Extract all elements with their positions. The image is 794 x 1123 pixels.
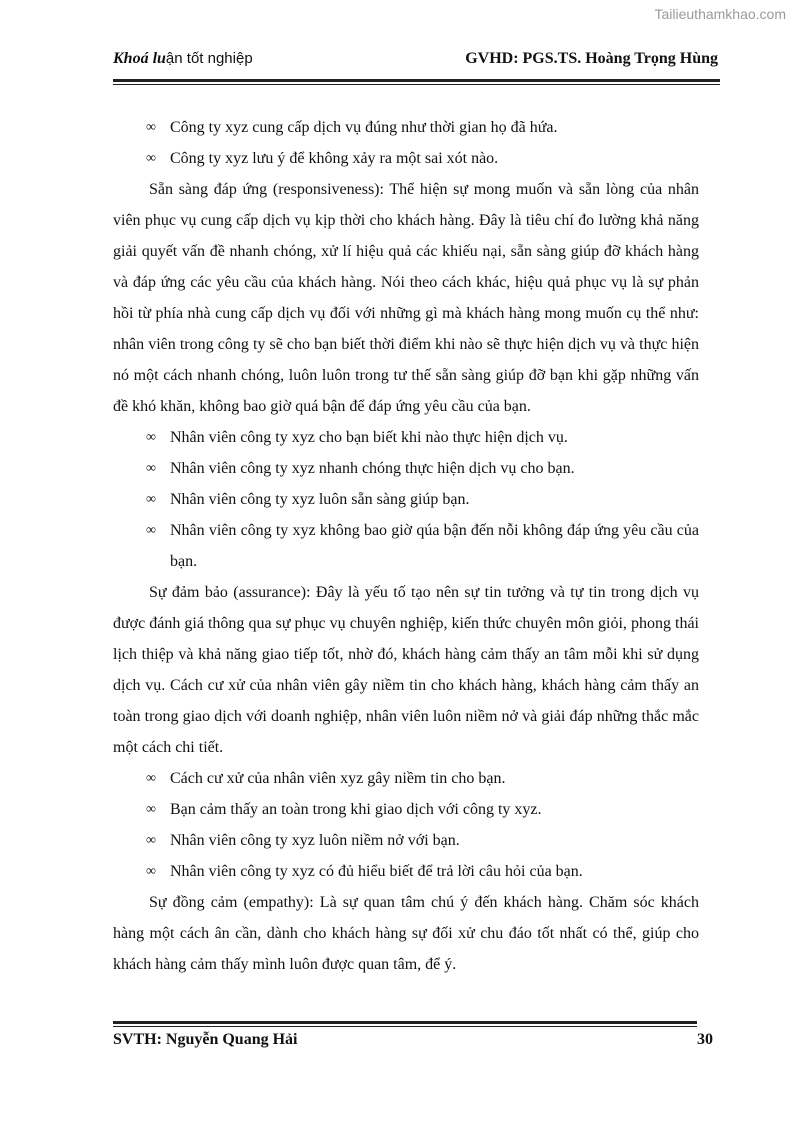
bullet-item <box>113 763 699 794</box>
bullet-text: Công ty xyz lưu ý để không xảy ra một sai xót nào. <box>170 150 499 167</box>
bullet-text: Công ty xyz cung cấp dịch vụ đúng như thời gian họ đã hứa. <box>170 119 558 136</box>
infinity-bullet-icon: ∞ <box>146 802 156 817</box>
infinity-bullet-icon: ∞ <box>146 151 156 166</box>
bullet-item <box>113 794 699 825</box>
footer-rule-thick <box>113 1021 697 1024</box>
bullet-text: Bạn cảm thấy an toàn trong khi giao dịch với công ty xyz. <box>170 801 542 818</box>
paragraph-empathy: Sự đồng cảm (empathy): Là sự quan tâm chú ý đến khách hàng. Chăm sóc khách hàng một cách ân cần, dành cho khách hàng sự đối xử chu đáo tốt nhất có thể, giúp cho khách hàng cảm thấy mình luôn được quan tâm, để ý. <box>113 894 699 973</box>
header-supervisor: GVHD: PGS.TS. Hoàng Trọng Hùng <box>465 50 718 67</box>
infinity-bullet-icon: ∞ <box>146 864 156 879</box>
bullet-item <box>113 112 699 143</box>
paragraph-assurance: Sự đảm bảo (assurance): Đây là yếu tố tạo nên sự tin tưởng và tự tin trong dịch vụ được đánh giá thông qua sự phục vụ chuyên nghiệp, kiến thức chuyên môn giỏi, phong thái lịch thiệp và khả năng giao tiếp tốt, nhờ đó, khách hàng cảm thấy an tâm mỗi khi sử dụng dịch vụ. Cách cư xử của nhân viên gây niềm tin cho khách hàng, khách hàng cảm thấy an toàn trong giao dịch với doanh nghiệp, nhân viên luôn niềm nở và giải đáp những thắc mắc một cách chi tiết. <box>113 584 699 756</box>
header-thesis-title <box>113 50 253 68</box>
header-rule-thick <box>113 79 720 82</box>
infinity-bullet-icon: ∞ <box>146 771 156 786</box>
bullet-text: Nhân viên công ty xyz không bao giờ qúa bận đến nỗi không đáp ứng yêu cầu của bạn. <box>170 522 699 570</box>
infinity-bullet-icon: ∞ <box>146 461 156 476</box>
watermark: Tailieuthamkhao.com <box>654 6 786 22</box>
bullet-text: Nhân viên công ty xyz nhanh chóng thực hiện dịch vụ cho bạn. <box>170 460 575 477</box>
bullet-item <box>113 515 699 577</box>
infinity-bullet-icon: ∞ <box>146 833 156 848</box>
header-thesis-title-italic: Khoá lu <box>113 50 166 67</box>
paragraph-responsiveness: Sẵn sàng đáp ứng (responsiveness): Thể hiện sự mong muốn và sẵn lòng của nhân viên phục vụ cung cấp dịch vụ kịp thời cho khách hàng. Đây là tiêu chí đo lường khả năng giải quyết vấn đề nhanh chóng, xử lí hiệu quả các khiếu nại, sẵn sàng giúp đỡ khách hàng và đáp ứng các yêu cầu của khách hàng. Nói theo cách khác, hiệu quả phục vụ là sự phản hồi từ phía nhà cung cấp dịch vụ đối với những gì mà khách hàng mong muốn cụ thể như: nhân viên trong công ty sẽ cho bạn biết thời điểm khi nào sẽ thực hiện dịch vụ và thực hiện nó một cách nhanh chóng, luôn luôn trong tư thế sẵn sàng giúp đỡ bạn khi gặp những vấn đề khó khăn, không bao giờ quá bận để đáp ứng yêu cầu của bạn. <box>113 181 699 415</box>
header-thesis-title-rest: ận tốt nghiệp <box>165 50 253 67</box>
bullet-text: Nhân viên công ty xyz cho bạn biết khi nào thực hiện dịch vụ. <box>170 429 568 446</box>
bullet-item <box>113 453 699 484</box>
bullet-text: Cách cư xử của nhân viên xyz gây niềm tin cho bạn. <box>170 770 506 787</box>
header-rule-thin <box>113 84 720 85</box>
page-number: 30 <box>697 1031 713 1048</box>
infinity-bullet-icon: ∞ <box>146 523 156 538</box>
bullet-item <box>113 143 699 174</box>
bullet-text: Nhân viên công ty xyz luôn niềm nở với bạn. <box>170 832 460 849</box>
bullet-text: Nhân viên công ty xyz luôn sẵn sàng giúp bạn. <box>170 491 470 508</box>
infinity-bullet-icon: ∞ <box>146 120 156 135</box>
footer-rule-thin <box>113 1026 697 1027</box>
bullet-item <box>113 825 699 856</box>
infinity-bullet-icon: ∞ <box>146 492 156 507</box>
footer-student-name: SVTH: Nguyễn Quang Hải <box>113 1031 298 1048</box>
bullet-item <box>113 484 699 515</box>
bullet-text: Nhân viên công ty xyz có đủ hiểu biết để trả lời câu hỏi của bạn. <box>170 863 583 880</box>
infinity-bullet-icon: ∞ <box>146 430 156 445</box>
bullet-item <box>113 422 699 453</box>
page-body <box>113 112 699 980</box>
bullet-item <box>113 856 699 887</box>
